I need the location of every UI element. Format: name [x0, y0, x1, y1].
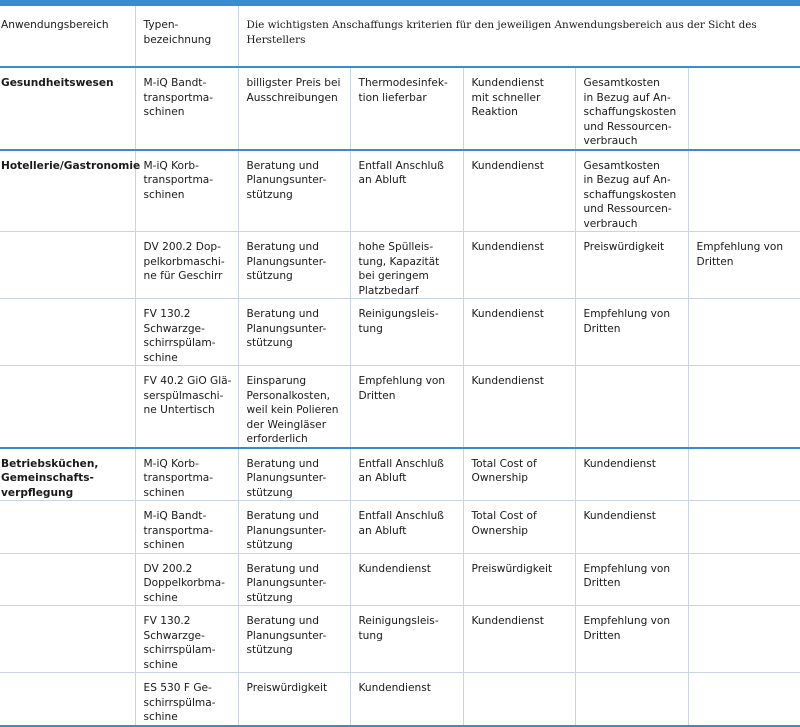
cell-criterion-1: Preiswürdigkeit: [238, 673, 350, 726]
header-area: Anwendungsbereich: [0, 6, 135, 67]
table-row: [0, 553, 800, 606]
cell-area: [0, 606, 135, 673]
cell-criterion-4: Kundendienst: [575, 501, 688, 554]
cell-type: M-iQ Korb- transportma- schinen: [135, 448, 238, 501]
cell-criterion-3: Total Cost of Ownership: [463, 448, 575, 501]
cell-criterion-2: Kundendienst: [350, 553, 463, 606]
table-row: [0, 673, 800, 726]
table-row: [0, 448, 800, 501]
cell-type: DV 200.2 Dop- pelkorbmaschi- ne für Geschirr: [135, 232, 238, 299]
cell-criterion-3: Kundendienst mit schneller Reaktion: [463, 67, 575, 150]
cell-type: M-iQ Bandt- transportma- schinen: [135, 67, 238, 150]
cell-type: FV 130.2 Schwarzge- schirrspülam- schine: [135, 606, 238, 673]
cell-type: DV 200.2 Doppelkorbma- schine: [135, 553, 238, 606]
cell-criterion-1: Beratung und Planungsunter- stützung: [238, 150, 350, 232]
cell-criterion-2: Entfall Anschluß an Abluft: [350, 448, 463, 501]
header-type: Typen- bezeichnung: [135, 6, 238, 67]
cell-criterion-5: [688, 501, 800, 554]
cell-area: Hotellerie/Gastronomie: [0, 150, 135, 232]
cell-area: Gesundheitswesen: [0, 67, 135, 150]
cell-criterion-2: Reinigungsleis- tung: [350, 299, 463, 366]
cell-criterion-5: [688, 67, 800, 150]
cell-criterion-3: Kundendienst: [463, 366, 575, 448]
cell-area: [0, 232, 135, 299]
cell-criterion-1: billigster Preis bei Ausschreibungen: [238, 67, 350, 150]
cell-area: [0, 673, 135, 726]
cell-criterion-2: Empfehlung von Dritten: [350, 366, 463, 448]
cell-criterion-2: Entfall Anschluß an Abluft: [350, 150, 463, 232]
cell-criterion-4: [575, 366, 688, 448]
table-row: [0, 232, 800, 299]
cell-criterion-5: [688, 606, 800, 673]
cell-criterion-5: [688, 448, 800, 501]
criteria-table: [0, 6, 800, 727]
cell-criterion-5: [688, 673, 800, 726]
table-row: [0, 501, 800, 554]
cell-type: M-iQ Bandt- transportma- schinen: [135, 501, 238, 554]
cell-criterion-1: Einsparung Personalkosten, weil kein Polieren der Weingläser erforderlich: [238, 366, 350, 448]
cell-area: [0, 501, 135, 554]
table-row: [0, 299, 800, 366]
cell-type: M-iQ Korb- transportma- schinen: [135, 150, 238, 232]
cell-criterion-4: Empfehlung von Dritten: [575, 553, 688, 606]
cell-type: FV 130.2 Schwarzge- schirrspülam- schine: [135, 299, 238, 366]
cell-area: [0, 366, 135, 448]
header-row: [0, 6, 800, 67]
cell-criterion-3: Kundendienst: [463, 299, 575, 366]
cell-criterion-5: [688, 366, 800, 448]
cell-criterion-4: Empfehlung von Dritten: [575, 299, 688, 366]
cell-criterion-5: [688, 299, 800, 366]
cell-criterion-1: Beratung und Planungsunter- stützung: [238, 501, 350, 554]
cell-criterion-5: [688, 150, 800, 232]
cell-criterion-2: hohe Spülleis- tung, Kapazität bei geringem Platzbedarf: [350, 232, 463, 299]
table-row: [0, 366, 800, 448]
cell-criterion-2: Entfall Anschluß an Abluft: [350, 501, 463, 554]
cell-criterion-1: Beratung und Planungsunter- stützung: [238, 299, 350, 366]
table-row: [0, 606, 800, 673]
cell-criterion-4: Gesamtkosten in Bezug auf An- schaffungskosten und Ressourcen- verbrauch: [575, 67, 688, 150]
cell-criterion-3: Kundendienst: [463, 232, 575, 299]
cell-type: ES 530 F Ge- schirrspülma- schine: [135, 673, 238, 726]
cell-type: FV 40.2 GiO Glä- serspülmaschi- ne Untertisch: [135, 366, 238, 448]
cell-criterion-2: Thermodesinfek- tion lieferbar: [350, 67, 463, 150]
cell-area: [0, 553, 135, 606]
cell-criterion-3: Kundendienst: [463, 606, 575, 673]
cell-criterion-4: Kundendienst: [575, 448, 688, 501]
cell-criterion-1: Beratung und Planungsunter- stützung: [238, 448, 350, 501]
cell-criterion-5: [688, 553, 800, 606]
cell-area: [0, 299, 135, 366]
cell-criterion-1: Beratung und Planungsunter- stützung: [238, 553, 350, 606]
cell-criterion-2: Reinigungsleis- tung: [350, 606, 463, 673]
cell-criterion-1: Beratung und Planungsunter- stützung: [238, 606, 350, 673]
cell-criterion-3: Kundendienst: [463, 150, 575, 232]
cell-criterion-5: Empfehlung von Dritten: [688, 232, 800, 299]
cell-criterion-4: Empfehlung von Dritten: [575, 606, 688, 673]
table-row: [0, 67, 800, 150]
cell-criterion-1: Beratung und Planungsunter- stützung: [238, 232, 350, 299]
table-row: [0, 150, 800, 232]
cell-criterion-3: [463, 673, 575, 726]
cell-criterion-3: Total Cost of Ownership: [463, 501, 575, 554]
cell-criterion-3: Preiswürdigkeit: [463, 553, 575, 606]
header-criteria: Die wichtigsten Anschaffungs kriterien für den jeweiligen Anwendungsbereich aus der Sicht des Herstellers: [238, 6, 800, 67]
cell-criterion-4: Gesamtkosten in Bezug auf An- schaffungskosten und Ressourcen- verbrauch: [575, 150, 688, 232]
cell-criterion-4: Preiswürdigkeit: [575, 232, 688, 299]
cell-criterion-4: [575, 673, 688, 726]
cell-area: Betriebsküchen, Gemeinschafts- verpflegung: [0, 448, 135, 501]
cell-criterion-2: Kundendienst: [350, 673, 463, 726]
